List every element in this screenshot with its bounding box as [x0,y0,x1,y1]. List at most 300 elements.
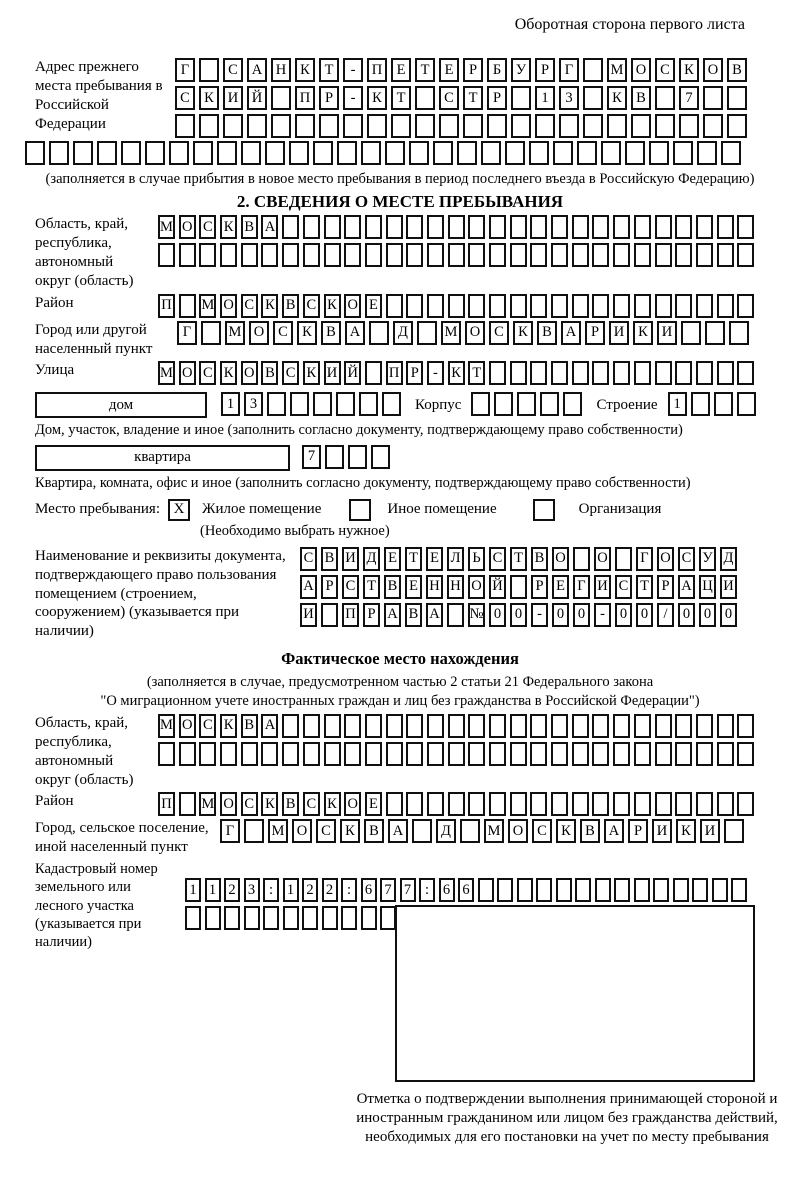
char-cell[interactable] [717,243,734,267]
char-cell[interactable]: О [468,575,485,599]
char-cell[interactable]: М [225,321,245,345]
char-cell[interactable] [655,792,672,816]
char-cell[interactable] [517,878,533,902]
char-cell[interactable]: К [556,819,576,843]
char-cell[interactable] [696,742,713,766]
char-cell[interactable]: 7 [679,86,699,110]
char-cell[interactable] [613,215,630,239]
char-cell[interactable] [199,58,219,82]
char-cell[interactable] [271,114,291,138]
char-cell[interactable]: И [300,603,317,627]
char-cell[interactable]: С [199,714,216,738]
char-cell[interactable]: С [199,361,216,385]
char-cell[interactable] [530,215,547,239]
char-cell[interactable] [489,361,506,385]
char-cell[interactable] [607,114,627,138]
char-cell[interactable] [241,742,258,766]
char-cell[interactable] [348,445,367,469]
char-cell[interactable] [412,819,432,843]
char-cell[interactable]: - [594,603,611,627]
char-cell[interactable]: П [342,603,359,627]
char-cell[interactable]: К [324,792,341,816]
char-cell[interactable] [489,792,506,816]
char-cell[interactable] [295,114,315,138]
char-cell[interactable]: С [241,792,258,816]
char-cell[interactable] [572,294,589,318]
char-cell[interactable] [634,742,651,766]
char-cell[interactable] [344,714,361,738]
char-cell[interactable] [510,792,527,816]
char-cell[interactable] [717,215,734,239]
char-cell[interactable] [717,792,734,816]
char-cell[interactable]: В [241,215,258,239]
char-cell[interactable]: Ь [468,547,485,571]
char-cell[interactable] [244,819,264,843]
char-cell[interactable] [592,215,609,239]
char-cell[interactable] [510,575,527,599]
char-cell[interactable]: М [158,215,175,239]
char-cell[interactable]: В [537,321,557,345]
char-cell[interactable]: В [405,603,422,627]
char-cell[interactable] [448,714,465,738]
char-cell[interactable] [673,878,689,902]
char-cell[interactable] [737,714,754,738]
char-cell[interactable] [319,114,339,138]
char-cell[interactable]: О [241,361,258,385]
char-cell[interactable] [337,141,357,165]
char-cell[interactable] [478,878,494,902]
char-cell[interactable]: К [261,294,278,318]
char-cell[interactable]: Т [510,547,527,571]
char-cell[interactable]: 6 [458,878,474,902]
char-cell[interactable] [696,294,713,318]
char-cell[interactable] [321,603,338,627]
char-cell[interactable] [282,742,299,766]
char-cell[interactable] [302,906,318,930]
char-cell[interactable] [324,742,341,766]
char-cell[interactable] [447,603,464,627]
char-cell[interactable] [468,294,485,318]
char-cell[interactable] [382,392,401,416]
char-cell[interactable] [592,243,609,267]
char-cell[interactable]: М [268,819,288,843]
char-cell[interactable] [530,361,547,385]
char-cell[interactable]: В [631,86,651,110]
char-cell[interactable]: Р [321,575,338,599]
char-cell[interactable] [409,141,429,165]
char-cell[interactable]: Г [220,819,240,843]
char-cell[interactable] [468,792,485,816]
char-cell[interactable] [727,86,747,110]
char-cell[interactable] [615,547,632,571]
char-cell[interactable] [655,742,672,766]
char-cell[interactable] [675,742,692,766]
char-cell[interactable] [481,141,501,165]
char-cell[interactable] [471,392,490,416]
char-cell[interactable] [681,321,701,345]
char-cell[interactable] [361,141,381,165]
char-cell[interactable] [583,58,603,82]
char-cell[interactable] [391,114,411,138]
char-cell[interactable]: 3 [244,878,260,902]
char-cell[interactable] [634,878,650,902]
char-cell[interactable] [675,714,692,738]
char-cell[interactable]: Н [271,58,291,82]
char-cell[interactable]: П [295,86,315,110]
char-cell[interactable] [727,114,747,138]
char-cell[interactable] [583,86,603,110]
char-cell[interactable]: 3 [244,392,263,416]
char-cell[interactable]: А [561,321,581,345]
char-cell[interactable] [613,243,630,267]
char-cell[interactable] [613,792,630,816]
char-cell[interactable] [385,141,405,165]
char-cell[interactable] [282,243,299,267]
char-cell[interactable] [468,714,485,738]
char-cell[interactable]: К [199,86,219,110]
char-cell[interactable] [675,361,692,385]
char-cell[interactable] [510,361,527,385]
char-cell[interactable]: - [427,361,444,385]
char-cell[interactable] [322,906,338,930]
char-cell[interactable] [703,86,723,110]
char-cell[interactable] [427,294,444,318]
char-cell[interactable]: Д [363,547,380,571]
char-cell[interactable] [653,878,669,902]
char-cell[interactable]: Й [489,575,506,599]
char-cell[interactable]: В [384,575,401,599]
char-cell[interactable] [675,215,692,239]
char-cell[interactable] [655,714,672,738]
char-cell[interactable]: - [531,603,548,627]
char-cell[interactable] [487,114,507,138]
char-cell[interactable] [448,243,465,267]
char-cell[interactable] [267,392,286,416]
char-cell[interactable] [283,906,299,930]
char-cell[interactable]: К [513,321,533,345]
char-cell[interactable] [583,114,603,138]
char-cell[interactable] [344,742,361,766]
char-cell[interactable] [303,243,320,267]
char-cell[interactable] [614,878,630,902]
char-cell[interactable] [592,792,609,816]
char-cell[interactable] [655,361,672,385]
char-cell[interactable] [386,243,403,267]
char-cell[interactable] [577,141,597,165]
char-cell[interactable] [551,215,568,239]
char-cell[interactable]: К [303,361,320,385]
char-cell[interactable] [175,114,195,138]
char-cell[interactable] [712,878,728,902]
char-cell[interactable]: Т [391,86,411,110]
char-cell[interactable] [244,906,260,930]
char-cell[interactable] [675,294,692,318]
char-cell[interactable] [386,714,403,738]
char-cell[interactable]: 0 [720,603,737,627]
char-cell[interactable] [592,361,609,385]
char-cell[interactable]: А [261,215,278,239]
char-cell[interactable]: О [703,58,723,82]
char-cell[interactable]: Ц [699,575,716,599]
char-cell[interactable] [193,141,213,165]
char-cell[interactable]: С [223,58,243,82]
char-cell[interactable]: О [508,819,528,843]
char-cell[interactable]: 0 [636,603,653,627]
char-cell[interactable] [737,742,754,766]
char-cell[interactable] [737,361,754,385]
char-cell[interactable] [696,361,713,385]
char-cell[interactable] [551,243,568,267]
char-cell[interactable]: У [511,58,531,82]
char-cell[interactable] [365,215,382,239]
char-cell[interactable]: К [220,215,237,239]
char-cell[interactable]: Е [439,58,459,82]
char-cell[interactable]: М [607,58,627,82]
char-cell[interactable]: О [465,321,485,345]
char-cell[interactable] [448,742,465,766]
char-cell[interactable] [179,742,196,766]
char-cell[interactable] [511,114,531,138]
char-cell[interactable] [324,714,341,738]
char-cell[interactable]: К [261,792,278,816]
char-cell[interactable] [439,114,459,138]
char-cell[interactable]: О [292,819,312,843]
char-cell[interactable] [448,294,465,318]
char-cell[interactable] [613,294,630,318]
char-cell[interactable] [406,742,423,766]
char-cell[interactable]: Л [447,547,464,571]
char-cell[interactable] [271,86,291,110]
char-cell[interactable] [448,792,465,816]
char-cell[interactable] [729,321,749,345]
char-cell[interactable]: Т [319,58,339,82]
char-cell[interactable] [717,294,734,318]
char-cell[interactable] [460,819,480,843]
char-cell[interactable]: Д [720,547,737,571]
char-cell[interactable]: К [607,86,627,110]
char-cell[interactable]: М [158,361,175,385]
char-cell[interactable] [592,294,609,318]
char-cell[interactable]: С [303,792,320,816]
char-cell[interactable] [489,742,506,766]
char-cell[interactable]: Р [463,58,483,82]
char-cell[interactable] [655,114,675,138]
char-cell[interactable]: 1 [668,392,687,416]
char-cell[interactable] [572,243,589,267]
char-cell[interactable] [572,361,589,385]
char-cell[interactable] [724,819,744,843]
char-cell[interactable] [634,792,651,816]
char-cell[interactable] [406,714,423,738]
char-cell[interactable] [572,742,589,766]
char-cell[interactable] [224,906,240,930]
char-cell[interactable] [468,215,485,239]
char-cell[interactable]: С [532,819,552,843]
char-cell[interactable]: / [657,603,674,627]
char-cell[interactable] [572,215,589,239]
char-cell[interactable]: И [700,819,720,843]
char-cell[interactable]: Д [436,819,456,843]
char-cell[interactable]: И [324,361,341,385]
char-cell[interactable]: А [261,714,278,738]
char-cell[interactable] [343,114,363,138]
char-cell[interactable]: 1 [185,878,201,902]
char-cell[interactable] [696,243,713,267]
char-cell[interactable] [553,141,573,165]
char-cell[interactable]: 3 [559,86,579,110]
char-cell[interactable] [49,141,69,165]
char-cell[interactable] [344,243,361,267]
char-cell[interactable]: 0 [552,603,569,627]
char-cell[interactable] [575,878,591,902]
char-cell[interactable]: П [367,58,387,82]
char-cell[interactable]: С [303,294,320,318]
char-cell[interactable]: И [652,819,672,843]
char-cell[interactable] [386,742,403,766]
char-cell[interactable] [406,243,423,267]
char-cell[interactable] [179,243,196,267]
char-cell[interactable]: Г [573,575,590,599]
char-cell[interactable] [406,294,423,318]
char-cell[interactable]: Е [365,792,382,816]
char-cell[interactable] [655,215,672,239]
char-cell[interactable] [415,86,435,110]
char-cell[interactable]: М [158,714,175,738]
char-cell[interactable] [313,141,333,165]
char-cell[interactable]: К [340,819,360,843]
char-cell[interactable]: Н [426,575,443,599]
char-cell[interactable]: С [273,321,293,345]
char-cell[interactable]: Е [391,58,411,82]
char-cell[interactable] [290,392,309,416]
char-cell[interactable] [517,392,536,416]
char-cell[interactable]: - [343,86,363,110]
char-cell[interactable] [344,215,361,239]
char-cell[interactable]: О [179,714,196,738]
char-cell[interactable]: С [615,575,632,599]
char-cell[interactable]: М [199,294,216,318]
char-cell[interactable] [369,321,389,345]
char-cell[interactable]: 7 [400,878,416,902]
char-cell[interactable] [613,361,630,385]
char-cell[interactable]: Е [405,575,422,599]
char-cell[interactable] [563,392,582,416]
char-cell[interactable]: С [282,361,299,385]
char-cell[interactable]: В [531,547,548,571]
char-cell[interactable]: П [386,361,403,385]
char-cell[interactable]: И [720,575,737,599]
char-cell[interactable]: Р [487,86,507,110]
char-cell[interactable] [494,392,513,416]
char-cell[interactable]: : [419,878,435,902]
char-cell[interactable] [530,294,547,318]
char-cell[interactable]: Г [636,547,653,571]
char-cell[interactable] [510,742,527,766]
char-cell[interactable]: Й [344,361,361,385]
char-cell[interactable] [679,114,699,138]
char-cell[interactable]: С [655,58,675,82]
char-cell[interactable]: Р [406,361,423,385]
apartment-type-field[interactable]: квартира [35,445,290,471]
char-cell[interactable]: П [158,294,175,318]
char-cell[interactable] [511,86,531,110]
char-cell[interactable] [691,392,710,416]
char-cell[interactable] [737,792,754,816]
char-cell[interactable] [737,392,756,416]
stay-type-checkbox-other[interactable] [349,499,371,521]
char-cell[interactable] [625,141,645,165]
char-cell[interactable] [551,792,568,816]
char-cell[interactable] [655,243,672,267]
char-cell[interactable] [199,742,216,766]
char-cell[interactable]: О [179,215,196,239]
char-cell[interactable] [303,215,320,239]
char-cell[interactable] [158,243,175,267]
char-cell[interactable]: К [676,819,696,843]
char-cell[interactable]: Б [487,58,507,82]
char-cell[interactable]: М [441,321,461,345]
char-cell[interactable] [717,361,734,385]
char-cell[interactable]: Г [177,321,197,345]
char-cell[interactable]: И [657,321,677,345]
char-cell[interactable] [510,714,527,738]
char-cell[interactable] [721,141,741,165]
char-cell[interactable] [427,792,444,816]
char-cell[interactable]: А [345,321,365,345]
char-cell[interactable]: Н [447,575,464,599]
char-cell[interactable]: И [594,575,611,599]
char-cell[interactable] [468,742,485,766]
char-cell[interactable] [282,215,299,239]
char-cell[interactable]: А [604,819,624,843]
char-cell[interactable] [573,547,590,571]
char-cell[interactable] [427,215,444,239]
char-cell[interactable]: К [220,714,237,738]
char-cell[interactable]: К [679,58,699,82]
char-cell[interactable] [179,294,196,318]
char-cell[interactable] [697,141,717,165]
char-cell[interactable] [601,141,621,165]
char-cell[interactable]: 0 [699,603,716,627]
char-cell[interactable] [25,141,45,165]
char-cell[interactable] [324,243,341,267]
char-cell[interactable]: 2 [322,878,338,902]
char-cell[interactable] [530,742,547,766]
char-cell[interactable] [365,361,382,385]
char-cell[interactable] [324,215,341,239]
char-cell[interactable] [73,141,93,165]
char-cell[interactable] [631,114,651,138]
char-cell[interactable] [510,215,527,239]
char-cell[interactable]: И [342,547,359,571]
char-cell[interactable]: 7 [302,445,321,469]
char-cell[interactable] [220,742,237,766]
char-cell[interactable] [714,392,733,416]
char-cell[interactable] [489,243,506,267]
char-cell[interactable]: А [426,603,443,627]
char-cell[interactable] [731,878,747,902]
char-cell[interactable] [217,141,237,165]
char-cell[interactable]: О [631,58,651,82]
char-cell[interactable]: О [344,792,361,816]
char-cell[interactable]: Т [636,575,653,599]
char-cell[interactable] [158,742,175,766]
char-cell[interactable] [489,294,506,318]
char-cell[interactable] [361,906,377,930]
char-cell[interactable] [510,294,527,318]
char-cell[interactable]: 0 [489,603,506,627]
char-cell[interactable]: 0 [678,603,695,627]
